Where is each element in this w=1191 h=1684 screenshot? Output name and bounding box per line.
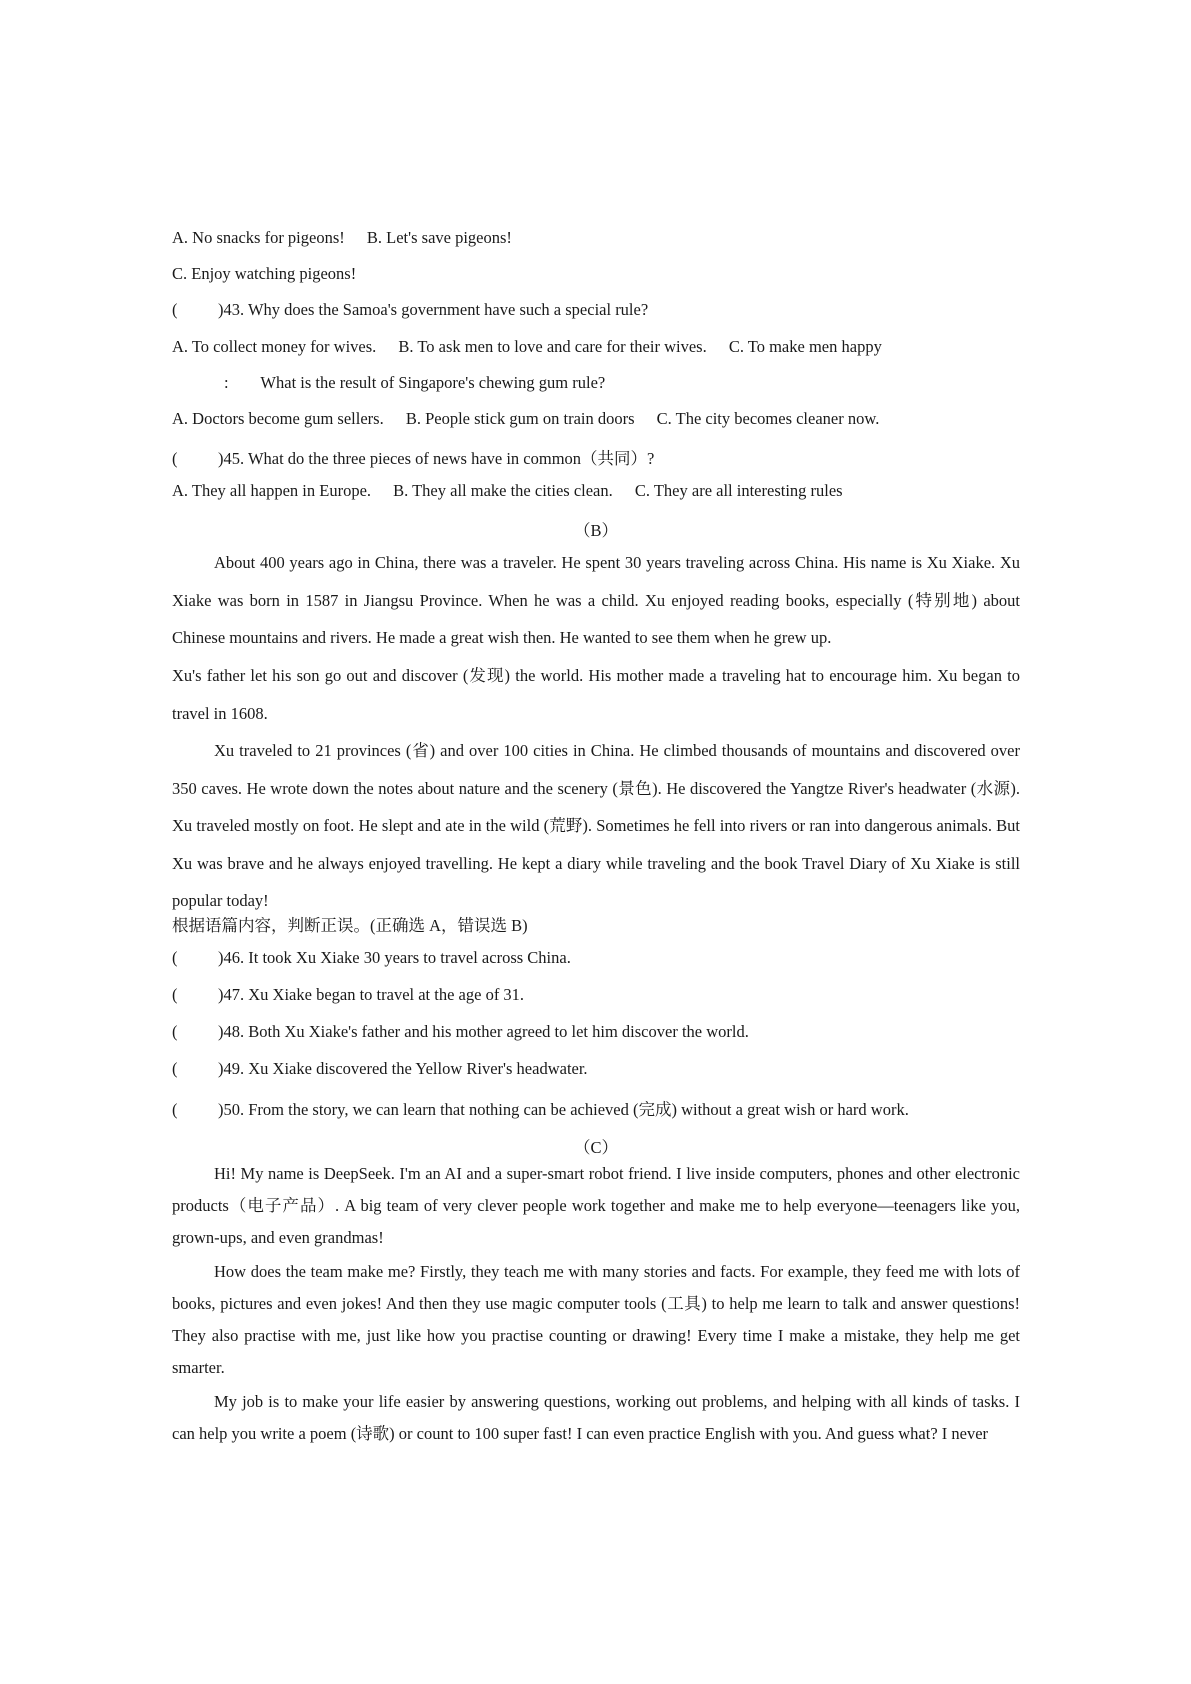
- section-b-paragraph-3: Xu traveled to 21 provinces (省) and over 100 cities in China. He climbed thousands of mountains and discovered over 350 caves. He wrote down the notes about nature and the scenery (景色). He discovered the Yangtze River's headwater (水源). Xu traveled mostly on foot. He slept and ate in the wild (荒野). Sometimes he fell into rivers or ran into dangerous animals. But Xu was brave and he always enjoyed travelling. He kept a diary while traveling and the book Travel Diary of Xu Xiake is still popular today!: [172, 741, 1020, 910]
- q44-option-b: B. People stick gum on train doors: [405, 409, 635, 428]
- q43-option-b: B. To ask men to love and care for their wives.: [398, 337, 707, 356]
- question-number: )49.: [218, 1059, 245, 1078]
- question-45: [172, 445, 654, 469]
- q42-options-row: [172, 228, 530, 248]
- q44-option-c: C. The city becomes cleaner now.: [656, 409, 880, 428]
- answer-paren: (: [172, 449, 178, 468]
- question-stem: Both Xu Xiake's father and his mother agreed to let him discover the world.: [248, 1022, 749, 1041]
- section-c-paragraph-3: My job is to make your life easier by answering questions, working out problems, and helping with all kinds of tasks. I can help you write a poem (诗歌) or count to 100 super fast! I can even practice English with you. And guess what? I never: [172, 1392, 1020, 1443]
- question-number: )45.: [218, 449, 245, 468]
- question-stem: Xu Xiake discovered the Yellow River's headwater.: [248, 1059, 588, 1078]
- q44-option-a: A. Doctors become gum sellers.: [172, 409, 384, 428]
- question-stem: It took Xu Xiake 30 years to travel across China.: [248, 948, 571, 967]
- stray-mark: :: [224, 373, 229, 392]
- q43-options-row: [172, 337, 900, 357]
- question-stem: What do the three pieces of news have in common（共同）?: [247, 449, 655, 468]
- section-b-paragraph-1: About 400 years ago in China, there was a traveler. He spent 30 years traveling across China. His name is Xu Xiake. Xu Xiake was born in 1587 in Jiangsu Province. When he was a child. Xu enjoyed reading books, especially (特别地) about Chinese mountains and rivers. He made a great wish then. He wanted to see them when he grew up.: [172, 553, 1020, 647]
- question-44: [224, 373, 605, 393]
- question-43: [172, 300, 648, 320]
- question-stem: Xu Xiake began to travel at the age of 31.: [248, 985, 525, 1004]
- q43-option-c: C. To make men happy: [728, 337, 882, 356]
- answer-paren: (: [172, 985, 178, 1004]
- q45-option-c: C. They are all interesting rules: [634, 481, 843, 500]
- question-number: )43.: [218, 300, 245, 319]
- question-stem: What is the result of Singapore's chewing gum rule?: [260, 373, 606, 392]
- section-c-heading: （C）: [573, 1138, 618, 1157]
- q45-options-row: [172, 481, 861, 501]
- question-48: [172, 1022, 749, 1042]
- question-number: )47.: [218, 985, 245, 1004]
- question-number: )50.: [218, 1100, 245, 1119]
- question-number: )46.: [218, 948, 245, 967]
- answer-paren: (: [172, 948, 178, 967]
- section-c-paragraph-1: Hi! My name is DeepSeek. I'm an AI and a super-smart robot friend. I live inside computers, phones and other electronic products（电子产品）. A big team of very clever people work together and make me to help everyone—teenagers like you, grown-ups, and even grandmas!: [172, 1164, 1020, 1247]
- q42-option-a: A. No snacks for pigeons!: [172, 228, 345, 247]
- answer-paren: (: [172, 1100, 178, 1119]
- section-c-paragraph-2: How does the team make me? Firstly, they teach me with many stories and facts. For example, they feed me with lots of books, pictures and even jokes! And then they use magic computer tools (工具) to help me learn to talk and answer questions! They also practise with me, just like how you practise counting or drawing! Every time I make a mistake, they help me get smarter.: [172, 1262, 1020, 1377]
- section-b-paragraph-2: Xu's father let his son go out and discover (发现) the world. His mother made a traveling hat to encourage him. Xu began to travel in 1608.: [172, 666, 1020, 723]
- q45-option-b: B. They all make the cities clean.: [393, 481, 613, 500]
- question-stem: From the story, we can learn that nothing can be achieved (完成) without a great wish or hard work.: [248, 1100, 909, 1119]
- q42-option-c: C. Enjoy watching pigeons!: [172, 264, 357, 283]
- q45-option-a: A. They all happen in Europe.: [172, 481, 372, 500]
- section-b-instruction: 根据语篇内容，判断正误。(正确选 A，错误选 B): [172, 916, 528, 935]
- answer-paren: (: [172, 300, 178, 319]
- question-50: [172, 1096, 909, 1120]
- question-46: [172, 948, 571, 968]
- question-number: )48.: [218, 1022, 245, 1041]
- answer-paren: (: [172, 1059, 178, 1078]
- q42-option-b: B. Let's save pigeons!: [366, 228, 512, 247]
- question-stem: Why does the Samoa's government have such a special rule?: [247, 300, 649, 319]
- q43-option-a: A. To collect money for wives.: [172, 337, 377, 356]
- question-49: [172, 1059, 588, 1079]
- question-47: [172, 985, 524, 1005]
- section-b-heading: （B）: [573, 521, 618, 540]
- answer-paren: (: [172, 1022, 178, 1041]
- q44-options-row: [172, 409, 897, 429]
